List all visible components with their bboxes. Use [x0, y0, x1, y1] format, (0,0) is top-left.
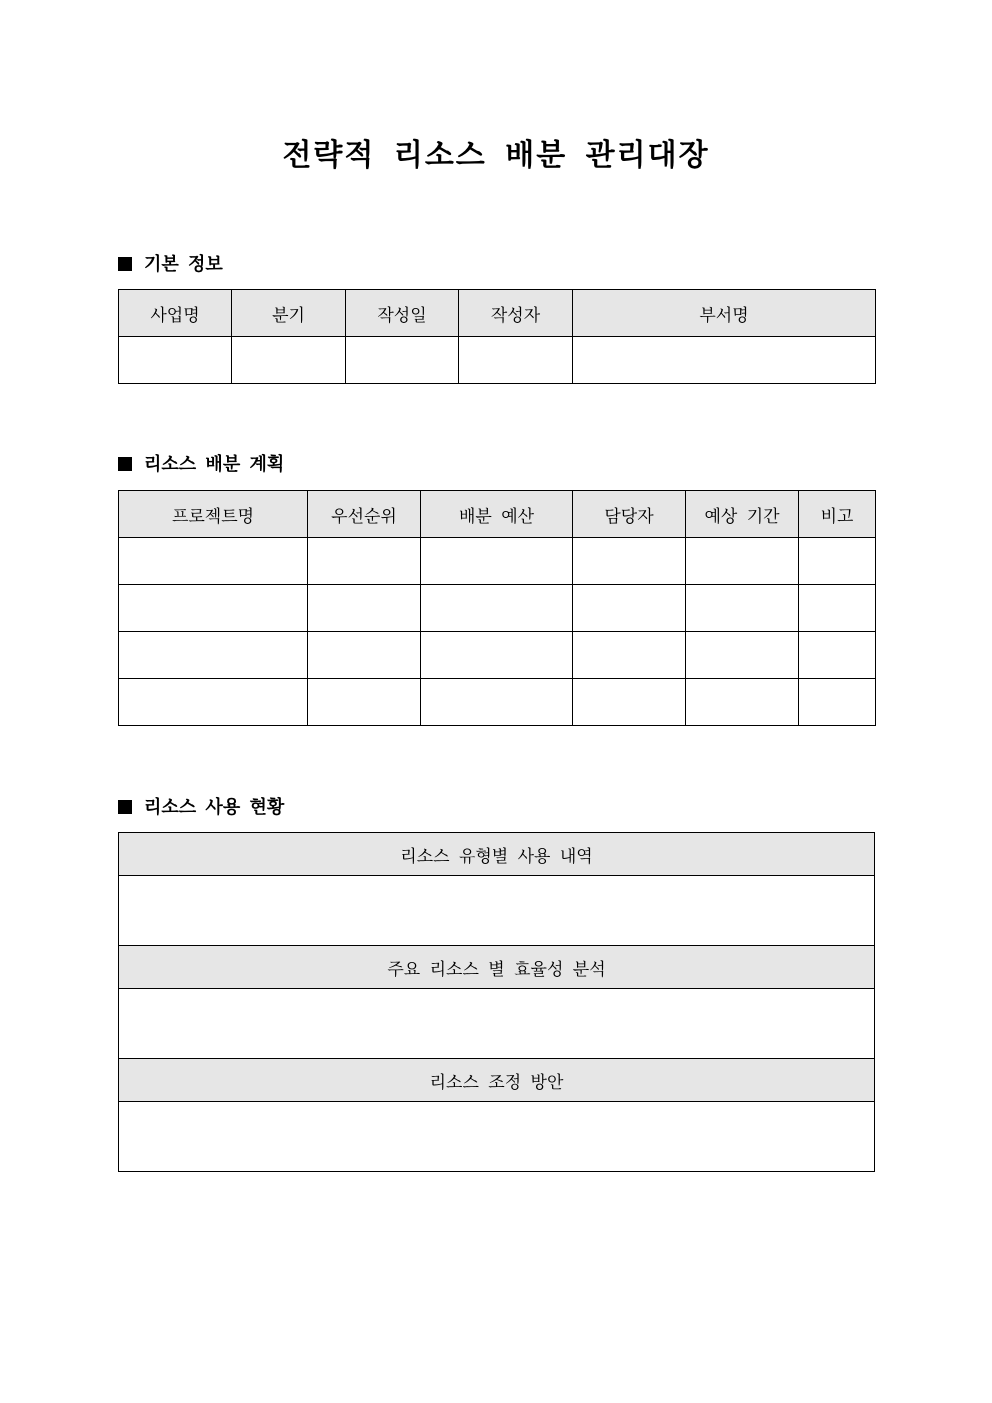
adjustment-plan-header: 리소스 조정 방안 — [119, 1059, 875, 1102]
date-written-cell[interactable] — [346, 337, 459, 384]
allocated-budget-cell[interactable] — [421, 632, 573, 679]
section-heading-usage-status — [118, 796, 284, 820]
business-name-cell[interactable] — [119, 337, 232, 384]
column-header-priority: 우선순위 — [308, 491, 421, 538]
quarter-cell[interactable] — [232, 337, 346, 384]
table-header-row — [119, 491, 876, 538]
table-row — [119, 876, 875, 946]
document-title: 전략적 리소스 배분 관리대장 — [282, 138, 710, 173]
table-row — [119, 538, 876, 585]
column-header-author: 작성자 — [459, 290, 573, 337]
department-cell[interactable] — [573, 337, 876, 384]
section-heading-allocation-plan-label: 리소스 배분 계획 — [144, 454, 285, 475]
table-row — [119, 585, 876, 632]
column-header-project-name: 프로젝트명 — [119, 491, 308, 538]
square-bullet-icon — [118, 800, 132, 814]
column-header-department: 부서명 — [573, 290, 876, 337]
efficiency-analysis-header: 주요 리소스 별 효율성 분석 — [119, 946, 875, 989]
allocated-budget-cell[interactable] — [421, 585, 573, 632]
project-name-cell[interactable] — [119, 585, 308, 632]
section-heading-basic-info-label: 기본 정보 — [144, 254, 223, 275]
column-header-date-written: 작성일 — [346, 290, 459, 337]
expected-period-cell[interactable] — [686, 538, 799, 585]
remarks-cell[interactable] — [799, 679, 876, 726]
priority-cell[interactable] — [308, 632, 421, 679]
section-heading-usage-status-label: 리소스 사용 현황 — [144, 797, 285, 818]
allocated-budget-cell[interactable] — [421, 679, 573, 726]
section-heading-allocation-plan — [118, 453, 284, 477]
table-row — [119, 632, 876, 679]
usage-by-type-content[interactable] — [119, 876, 875, 946]
table-row — [119, 989, 875, 1059]
column-header-person-in-charge: 담당자 — [573, 491, 686, 538]
usage-by-type-header: 리소스 유형별 사용 내역 — [119, 833, 875, 876]
allocation-plan-table — [118, 490, 876, 726]
person-in-charge-cell[interactable] — [573, 679, 686, 726]
usage-status-table — [118, 832, 875, 1172]
column-header-expected-period: 예상 기간 — [686, 491, 799, 538]
priority-cell[interactable] — [308, 538, 421, 585]
square-bullet-icon — [118, 257, 132, 271]
column-header-allocated-budget: 배분 예산 — [421, 491, 573, 538]
project-name-cell[interactable] — [119, 538, 308, 585]
efficiency-analysis-content[interactable] — [119, 989, 875, 1059]
table-header-row — [119, 290, 876, 337]
table-row — [119, 337, 876, 384]
person-in-charge-cell[interactable] — [573, 632, 686, 679]
table-header-row — [119, 833, 875, 876]
person-in-charge-cell[interactable] — [573, 538, 686, 585]
expected-period-cell[interactable] — [686, 679, 799, 726]
project-name-cell[interactable] — [119, 632, 308, 679]
priority-cell[interactable] — [308, 585, 421, 632]
expected-period-cell[interactable] — [686, 632, 799, 679]
author-cell[interactable] — [459, 337, 573, 384]
remarks-cell[interactable] — [799, 585, 876, 632]
allocated-budget-cell[interactable] — [421, 538, 573, 585]
person-in-charge-cell[interactable] — [573, 585, 686, 632]
remarks-cell[interactable] — [799, 538, 876, 585]
expected-period-cell[interactable] — [686, 585, 799, 632]
project-name-cell[interactable] — [119, 679, 308, 726]
basic-info-table — [118, 289, 876, 384]
table-header-row — [119, 946, 875, 989]
priority-cell[interactable] — [308, 679, 421, 726]
table-row — [119, 1102, 875, 1172]
table-row — [119, 679, 876, 726]
square-bullet-icon — [118, 457, 132, 471]
table-header-row — [119, 1059, 875, 1102]
remarks-cell[interactable] — [799, 632, 876, 679]
column-header-remarks: 비고 — [799, 491, 876, 538]
section-heading-basic-info — [118, 253, 223, 277]
adjustment-plan-content[interactable] — [119, 1102, 875, 1172]
column-header-quarter: 분기 — [232, 290, 346, 337]
column-header-business-name: 사업명 — [119, 290, 232, 337]
